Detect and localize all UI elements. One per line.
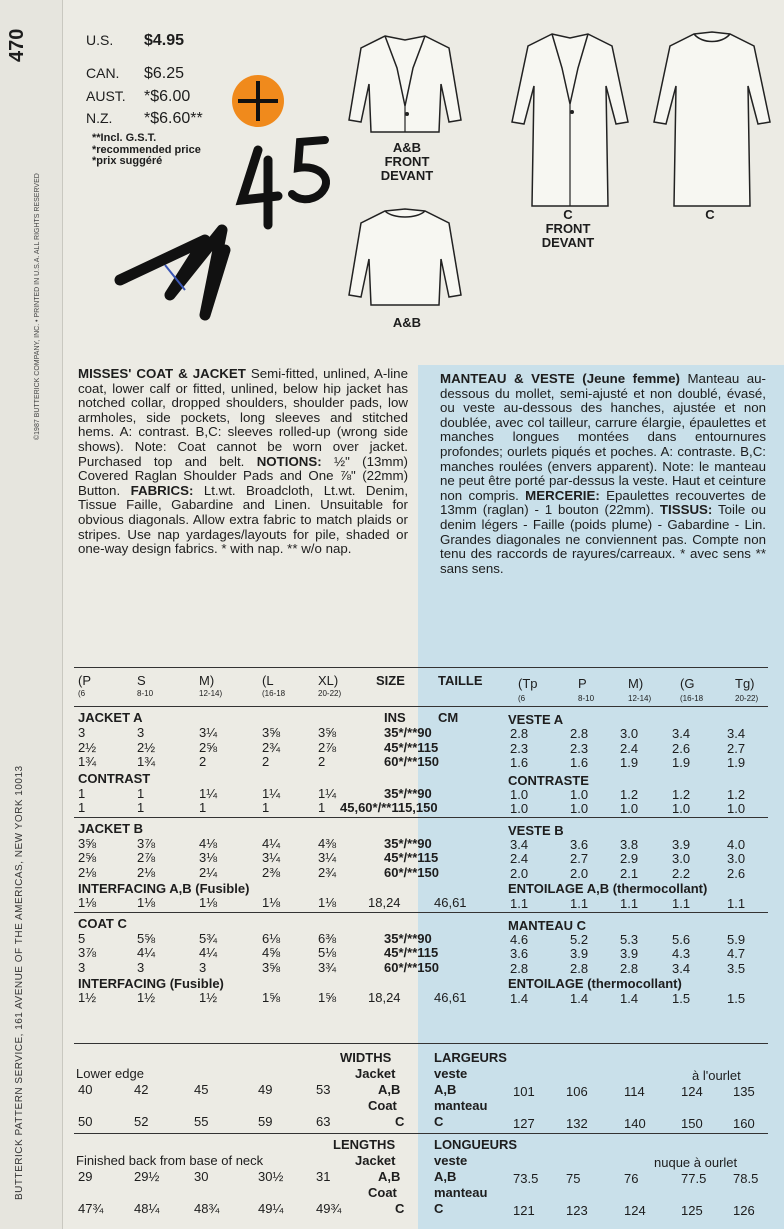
size-range-en: 8-10 xyxy=(137,689,154,698)
yardage-cell-fr: 2.6 xyxy=(727,865,746,881)
manteau-label: manteau xyxy=(434,1185,488,1200)
yardage-cell-fr: 3.4 xyxy=(672,726,691,741)
yardage-cell-fr: 1.0 xyxy=(510,801,529,816)
width-jacket-cm: 135 xyxy=(733,1084,755,1099)
size-range-fr: (16-18 xyxy=(680,694,704,703)
yardage-cell-fr: 1.2 xyxy=(620,786,639,802)
size-label-en: (P xyxy=(78,673,91,688)
table-rule xyxy=(74,1043,768,1044)
size-range-en: 12-14) xyxy=(199,689,223,698)
yardage-cell-en: 2⅞ xyxy=(137,850,156,865)
yardage-cell-en: 3⅝ xyxy=(262,725,281,740)
yardage-cell-en: 2⅝ xyxy=(78,850,97,865)
coat-c-back-drawing xyxy=(650,28,775,212)
yardage-cell-fr: 1.4 xyxy=(570,991,589,1006)
length-coat-value: 49¼ xyxy=(258,1201,284,1216)
yardage-cell-fr: 2.8 xyxy=(510,960,529,976)
width-coat-cm: 140 xyxy=(624,1116,646,1131)
yardage-cell-fr: 1.1 xyxy=(510,896,529,911)
yardage-cell-fr: 1.6 xyxy=(570,755,589,770)
yardage-cell-en: 1½ xyxy=(137,990,156,1005)
publisher-text: BUTTERICK PATTERN SERVICE, 161 AVENUE OF THE AMERICAS, NEW YORK 10013 xyxy=(14,765,25,1200)
length-coat-value: 48¼ xyxy=(134,1201,160,1216)
length-coat-cm: 126 xyxy=(733,1203,755,1218)
length-coat-cm: 124 xyxy=(624,1203,646,1218)
table-rule xyxy=(74,706,768,707)
price-sticker-icon xyxy=(232,75,284,127)
width-coat-cm: 132 xyxy=(566,1116,588,1131)
section-title-en: COAT C xyxy=(78,915,127,931)
yardage-cell-fr: 1.1 xyxy=(570,896,589,911)
yardage-cell-fr: 5.9 xyxy=(727,931,746,947)
jacket-ab-back-drawing xyxy=(345,205,465,313)
size-range-fr: 12-14) xyxy=(628,694,652,703)
yardage-cell-fr: 2.2 xyxy=(672,865,691,881)
french-description: MANTEAU & VESTE (Jeune femme) Manteau au-dessous du mollet, semi-ajusté et non doublé, évasé, ou veste au-dessous des hanches, ajustée et non doublée, avec col tailleur, carrure élargie, épaulettes et manches longues montées dans entournures profondes; ourlets piqués et poches. A: contraste. B,C: manches roulées (envers apparent). Note: le manteau ne peut être porté par-dessus la veste. Haut et ceinture non compris. MERCERIE: Epaulettes recouvertes de 13mm (raglan) - 1 bouton (22mm). TISSUS: Toile ou denim légers - Faille (poids plume) - Gabardine - Lin. Grandes diagonales ne conviennent pas. Compte non tenu des raccords de rayures/carreaux. * avec sens ** sans sens. xyxy=(440,371,766,576)
yardage-cell-en: 5⅝ xyxy=(137,930,156,946)
yardage-cell-en: 6⅛ xyxy=(262,930,281,946)
yardage-cell-en: 1 xyxy=(78,800,86,815)
yardage-cell-fr: 2.7 xyxy=(727,740,746,756)
yardage-cell-en: 1⅛ xyxy=(262,895,281,910)
lengths-heading: LENGTHS xyxy=(333,1137,396,1152)
yardage-cell-en: 1¾ xyxy=(78,754,97,769)
size-label-en: M) xyxy=(199,673,215,688)
width-coat-value: 52 xyxy=(134,1114,149,1129)
size-label-fr: M) xyxy=(628,676,644,691)
fabric-width: 35*/**90 xyxy=(384,930,432,946)
section-title-fr: CONTRASTE xyxy=(508,772,589,788)
yardage-cell-fr: 1.4 xyxy=(620,991,639,1006)
jacket-label: Jacket xyxy=(355,1066,396,1081)
yardage-cell-fr: 3.8 xyxy=(620,836,639,852)
size-range-fr: (6 xyxy=(518,694,526,703)
yardage-cell-fr: 3.4 xyxy=(727,726,746,741)
yardage-cell-fr: 2.7 xyxy=(570,851,589,866)
fabric-width: 35*/**90 xyxy=(384,835,432,851)
section-title-fr: MANTEAU C xyxy=(508,917,586,933)
length-jacket-value: 29 xyxy=(78,1169,93,1184)
yardage-cell-fr: 3.4 xyxy=(672,960,691,976)
width-jacket-value: 45 xyxy=(194,1082,209,1097)
finished-back-label: Finished back from base of neck xyxy=(76,1153,264,1168)
size-range-en: (16-18 xyxy=(262,689,286,698)
yardage-cell-en: 2 xyxy=(318,754,326,769)
yardage-cell-fr: 3.9 xyxy=(672,836,691,852)
yardage-cell-fr: 4.7 xyxy=(727,946,746,961)
yardage-cell-en: 4⅜ xyxy=(318,835,337,851)
yardage-cell-en: 3¾ xyxy=(318,959,337,975)
table-rule xyxy=(74,912,768,913)
yardage-cell-en: 2½ xyxy=(78,739,97,755)
length-coat-cm: 125 xyxy=(681,1203,703,1218)
yardage-cell-en: 2⅝ xyxy=(199,739,218,755)
yardage-cell-en: 1¼ xyxy=(318,785,337,801)
yardage-cell-fr: 3.0 xyxy=(620,726,639,741)
yardage-cell-fr: 2.8 xyxy=(510,726,529,741)
yardage-cell-fr: 2.3 xyxy=(570,740,589,756)
yardage-cell-en: 1⅛ xyxy=(78,895,97,910)
yardage-cell-en: 4⅛ xyxy=(199,835,218,851)
width-coat-value: 63 xyxy=(316,1114,331,1129)
caption-ab-back: A&B xyxy=(392,315,422,330)
yardage-cell-fr: 1.5 xyxy=(727,991,746,1006)
yardage-cell-fr: 2.4 xyxy=(620,740,639,756)
cm-label: CM xyxy=(438,710,459,725)
yardage-cell-fr: 1.0 xyxy=(570,801,589,816)
yardage-cell-en: 1⅝ xyxy=(318,990,337,1005)
length-jacket-value: 29½ xyxy=(134,1169,160,1184)
yardage-cell-en: 1⅛ xyxy=(137,895,156,910)
length-coat-cm: 123 xyxy=(566,1203,588,1218)
yardage-cell-fr: 5.2 xyxy=(570,931,589,947)
yardage-cell-en: 4¼ xyxy=(262,835,281,851)
yardage-cell-en: 3 xyxy=(78,959,86,975)
copyright-text: ©1987 BUTTERICK COMPANY, INC. • PRINTED IN U.S.A. ALL RIGHTS RESERVED xyxy=(34,173,41,440)
width-cm: 46,61 xyxy=(434,895,467,910)
yardage-cell-en: 3⅝ xyxy=(262,959,281,975)
width-jacket-value: 49 xyxy=(258,1082,273,1097)
width-jacket-cm: 124 xyxy=(681,1084,703,1099)
price-aust: AUST. *$6.00 xyxy=(86,88,191,105)
yardage-cell-en: 3¼ xyxy=(262,850,281,865)
width-jacket-value: 40 xyxy=(78,1082,93,1097)
yardage-cell-fr: 1.9 xyxy=(727,755,746,770)
yardage-cell-en: 3 xyxy=(199,959,207,975)
nuque-label: nuque à ourlet xyxy=(654,1155,738,1170)
width-cm: 46,61 xyxy=(434,990,467,1005)
length-coat-value: 49¾ xyxy=(316,1201,342,1216)
yardage-cell-en: 1⅝ xyxy=(262,990,281,1005)
yardage-cell-fr: 1.2 xyxy=(672,786,691,802)
size-label-fr: Tg) xyxy=(735,676,755,691)
c-label-fr: C xyxy=(434,1114,444,1129)
a-lourlet-label: à l'ourlet xyxy=(692,1068,741,1083)
width-jacket-cm: 106 xyxy=(566,1084,588,1099)
yardage-cell-fr: 3.6 xyxy=(510,946,529,961)
yardage-cell-fr: 1.1 xyxy=(727,896,746,911)
c-label: C xyxy=(395,1201,405,1216)
length-jacket-cm: 78.5 xyxy=(733,1171,759,1186)
length-jacket-cm: 77.5 xyxy=(681,1171,707,1186)
ab-label: A,B xyxy=(378,1082,401,1097)
yardage-cell-fr: 2.0 xyxy=(510,865,529,881)
yardage-cell-en: 1 xyxy=(199,800,207,815)
yardage-cell-en: 3 xyxy=(137,959,145,975)
length-jacket-cm: 76 xyxy=(624,1171,639,1186)
width-coat-cm: 160 xyxy=(733,1116,755,1131)
yardage-cell-fr: 3.0 xyxy=(727,851,746,866)
yardage-cell-fr: 1.2 xyxy=(727,786,746,802)
yardage-cell-en: 1 xyxy=(78,785,86,801)
yardage-cell-en: 3⅞ xyxy=(137,835,156,851)
price-notes: **Incl. G.S.T. *recommended price *prix suggéré xyxy=(92,132,201,167)
size-label-en: (L xyxy=(262,673,274,688)
fabric-width: 45*/**115 xyxy=(384,945,439,960)
fabric-width: 60*/**150 xyxy=(384,754,439,769)
caption-ab-front: A&B FRONT DEVANT xyxy=(380,140,434,183)
section-title-en: JACKET B xyxy=(78,820,144,836)
yardage-cell-en: 2⅛ xyxy=(137,864,156,880)
yardage-cell-fr: 1.0 xyxy=(570,786,589,802)
length-jacket-value: 30 xyxy=(194,1169,209,1184)
manteau-label: manteau xyxy=(434,1098,488,1113)
yardage-cell-fr: 2.3 xyxy=(510,740,529,756)
yardage-cell-en: 1 xyxy=(262,800,270,815)
pattern-number: 470 xyxy=(6,28,28,62)
c-label-fr: C xyxy=(434,1201,444,1216)
yardage-cell-fr: 1.1 xyxy=(620,896,639,911)
width-inches: 18,24 xyxy=(368,895,401,910)
longueurs-heading: LONGUEURS xyxy=(434,1137,518,1152)
section-title-en: JACKET A xyxy=(78,710,143,725)
yardage-cell-en: 3¼ xyxy=(318,850,337,865)
veste-label: veste xyxy=(434,1153,468,1168)
yardage-cell-en: 3 xyxy=(78,725,86,740)
yardage-cell-en: 3⅛ xyxy=(199,850,218,865)
length-jacket-cm: 73.5 xyxy=(513,1171,539,1186)
size-label-en: XL) xyxy=(318,673,339,688)
yardage-cell-fr: 2.4 xyxy=(510,851,529,866)
yardage-cell-en: 1⅛ xyxy=(318,895,337,910)
yardage-cell-en: 2½ xyxy=(137,739,156,755)
section-title-en: INTERFACING A,B (Fusible) xyxy=(78,881,250,896)
veste-label: veste xyxy=(434,1066,468,1081)
yardage-cell-fr: 3.0 xyxy=(672,851,691,866)
width-jacket-value: 42 xyxy=(134,1082,149,1097)
coat-c-front-drawing xyxy=(508,28,633,212)
ab-label-fr: A,B xyxy=(434,1169,457,1184)
yardage-cell-en: 3⅝ xyxy=(78,835,97,851)
handwritten-price-mark xyxy=(110,130,350,330)
width-jacket-cm: 114 xyxy=(624,1084,645,1099)
yardage-cell-fr: 3.4 xyxy=(510,836,529,852)
ab-label: A,B xyxy=(378,1169,401,1184)
size-range-en: (6 xyxy=(78,689,86,698)
size-heading: SIZE xyxy=(376,673,405,688)
size-range-fr: 8-10 xyxy=(578,694,595,703)
yardage-cell-en: 5⅛ xyxy=(318,945,337,960)
fabric-width: 35*/**90 xyxy=(384,785,432,801)
caption-c-front: C FRONT DEVANT xyxy=(541,207,595,250)
yardage-cell-en: 2⅜ xyxy=(262,864,281,880)
yardage-cell-en: 1 xyxy=(137,800,145,815)
section-title-fr: VESTE B xyxy=(508,822,564,838)
width-coat-value: 50 xyxy=(78,1114,93,1129)
yardage-cell-fr: 3.6 xyxy=(570,836,589,852)
size-label-fr: P xyxy=(578,676,587,691)
width-coat-value: 55 xyxy=(194,1114,209,1129)
size-label-en: S xyxy=(137,673,146,688)
yardage-cell-en: 1 xyxy=(318,800,326,815)
yardage-cell-en: 1½ xyxy=(78,990,97,1005)
yardage-cell-fr: 2.8 xyxy=(620,960,639,976)
price-can: CAN. $6.25 xyxy=(86,65,185,82)
english-description: MISSES' COAT & JACKET Semi-fitted, unlined, A-line coat, lower calf or fitted, unlined, below hip jacket has notched collar, dropped shoulders, shoulder pads, low armholes, side pockets, long sleeves and stitched hems. A: contrast. B,C: sleeves rolled-up (wrong side shows). Note: Coat cannot be worn over jacket. Purchased top and belt. NOTIONS: ½" (13mm) Covered Raglan Shoulder Pads and One ⅞" (22mm) Button. FABRICS: Lt.wt. Broadcloth, Lt.wt. Denim, Tissue Faille, Gabardine and Linen. Unsuitable for obvious diagonals. Allow extra fabric to match plaids or stripes. Use nap yardages/layouts for pile, shaded or one-way design fabrics. * with nap. ** w/o nap. xyxy=(78,366,409,557)
yardage-cell-fr: 1.4 xyxy=(510,991,529,1006)
yardage-cell-en: 2⅞ xyxy=(318,739,337,755)
coat-label: Coat xyxy=(368,1185,397,1200)
table-rule xyxy=(74,817,768,818)
yardage-cell-fr: 5.6 xyxy=(672,931,691,947)
yardage-cell-en: 3⅝ xyxy=(318,725,337,740)
yardage-cell-en: 2⅛ xyxy=(78,864,97,880)
size-range-fr: 20-22) xyxy=(735,694,759,703)
fabric-width: 60*/**150 xyxy=(384,864,439,880)
ab-label-fr: A,B xyxy=(434,1082,457,1097)
yardage-cell-fr: 3.5 xyxy=(727,960,746,976)
yardage-cell-fr: 1.0 xyxy=(620,801,639,816)
yardage-cell-fr: 4.6 xyxy=(510,931,529,947)
yardage-cell-en: 2¼ xyxy=(199,864,218,880)
width-inches: 18,24 xyxy=(368,990,401,1005)
yardage-cell-en: 5 xyxy=(78,930,86,946)
length-coat-cm: 121 xyxy=(513,1203,535,1218)
jacket-label: Jacket xyxy=(355,1153,396,1168)
yardage-cell-en: 1¼ xyxy=(199,785,218,801)
yardage-cell-fr: 3.9 xyxy=(570,946,589,961)
yardage-cell-en: 2¾ xyxy=(262,739,281,755)
table-top-rule xyxy=(74,667,768,668)
size-range-en: 20-22) xyxy=(318,689,342,698)
yardage-cell-fr: 2.9 xyxy=(620,851,639,866)
yardage-cell-fr: 2.8 xyxy=(570,960,589,976)
yardage-cell-en: 6⅜ xyxy=(318,930,337,946)
yardage-cell-en: 4⅝ xyxy=(262,945,281,960)
yardage-cell-en: 1¼ xyxy=(262,785,281,801)
fabric-width: 45*/**115 xyxy=(384,850,439,865)
fabric-width: 35*/**90 xyxy=(384,725,432,740)
fabric-width: 45*/**115 xyxy=(384,739,439,755)
width-jacket-cm: 101 xyxy=(513,1084,535,1099)
taille-heading: TAILLE xyxy=(438,673,483,688)
c-label: C xyxy=(395,1114,405,1129)
size-label-fr: (Tp xyxy=(518,676,538,691)
length-coat-value: 47¾ xyxy=(78,1201,104,1216)
length-jacket-cm: 75 xyxy=(566,1171,581,1186)
yardage-cell-en: 1¾ xyxy=(137,754,156,769)
section-title-fr: VESTE A xyxy=(508,712,564,727)
size-label-fr: (G xyxy=(680,676,695,691)
spine xyxy=(0,0,63,1229)
width-jacket-value: 53 xyxy=(316,1082,331,1097)
section-title-en: INTERFACING (Fusible) xyxy=(78,976,224,991)
width-coat-cm: 150 xyxy=(681,1116,703,1131)
caption-c-back: C xyxy=(705,207,715,222)
fabric-width: 45,60*/**115,150 xyxy=(340,800,438,815)
yardage-cell-fr: 2.6 xyxy=(672,740,691,756)
ins-label: INS xyxy=(384,710,406,725)
yardage-cell-en: 5¾ xyxy=(199,930,218,946)
width-coat-cm: 127 xyxy=(513,1116,535,1131)
length-coat-value: 48¾ xyxy=(194,1201,220,1216)
yardage-cell-fr: 5.3 xyxy=(620,931,639,947)
yardage-cell-en: 4¼ xyxy=(199,945,218,960)
yardage-cell-fr: 4.3 xyxy=(672,946,691,961)
yardage-cell-en: 2 xyxy=(262,754,270,769)
yardage-cell-en: 2 xyxy=(199,754,207,769)
section-title-fr: ENTOILAGE (thermocollant) xyxy=(508,976,682,991)
yardage-cell-fr: 1.0 xyxy=(727,801,746,816)
yardage-cell-fr: 1.9 xyxy=(620,755,639,770)
yardage-cell-fr: 3.9 xyxy=(620,946,639,961)
section-title-fr: ENTOILAGE A,B (thermocollant) xyxy=(508,881,708,896)
handwritten-text xyxy=(270,150,272,151)
yardage-cell-en: 3 xyxy=(137,725,145,740)
yardage-cell-fr: 1.1 xyxy=(672,896,691,911)
jacket-ab-front-drawing xyxy=(345,28,465,140)
yardage-cell-fr: 2.0 xyxy=(570,865,589,881)
widths-heading: WIDTHS xyxy=(340,1050,392,1065)
coat-label: Coat xyxy=(368,1098,397,1113)
yardage-cell-en: 3¼ xyxy=(199,725,218,740)
yardage-cell-fr: 1.0 xyxy=(672,801,691,816)
yardage-cell-fr: 1.5 xyxy=(672,991,691,1006)
yardage-cell-en: 3⅞ xyxy=(78,945,97,960)
yardage-cell-en: 4¼ xyxy=(137,945,156,960)
lower-edge-label: Lower edge xyxy=(76,1066,144,1081)
section-title-en: CONTRAST xyxy=(78,770,151,786)
largeurs-heading: LARGEURS xyxy=(434,1050,507,1065)
price-nz: N.Z. *$6.60** xyxy=(86,110,203,127)
table-rule xyxy=(74,1133,768,1134)
fabric-width: 60*/**150 xyxy=(384,959,439,975)
yardage-cell-fr: 2.8 xyxy=(570,726,589,741)
yardage-cell-fr: 1.6 xyxy=(510,755,529,770)
yardage-cell-fr: 1.0 xyxy=(510,786,529,802)
yardage-cell-en: 1⅛ xyxy=(199,895,218,910)
yardage-cell-fr: 2.1 xyxy=(620,865,639,881)
yardage-cell-fr: 4.0 xyxy=(727,836,746,852)
width-coat-value: 59 xyxy=(258,1114,273,1129)
yardage-cell-en: 2¾ xyxy=(318,864,337,880)
price-us: U.S. $4.95 xyxy=(86,32,185,49)
length-jacket-value: 30½ xyxy=(258,1169,284,1184)
yardage-cell-en: 1½ xyxy=(199,990,218,1005)
yardage-cell-en: 1 xyxy=(137,785,145,801)
length-jacket-value: 31 xyxy=(316,1169,331,1184)
yardage-cell-fr: 1.9 xyxy=(672,755,691,770)
